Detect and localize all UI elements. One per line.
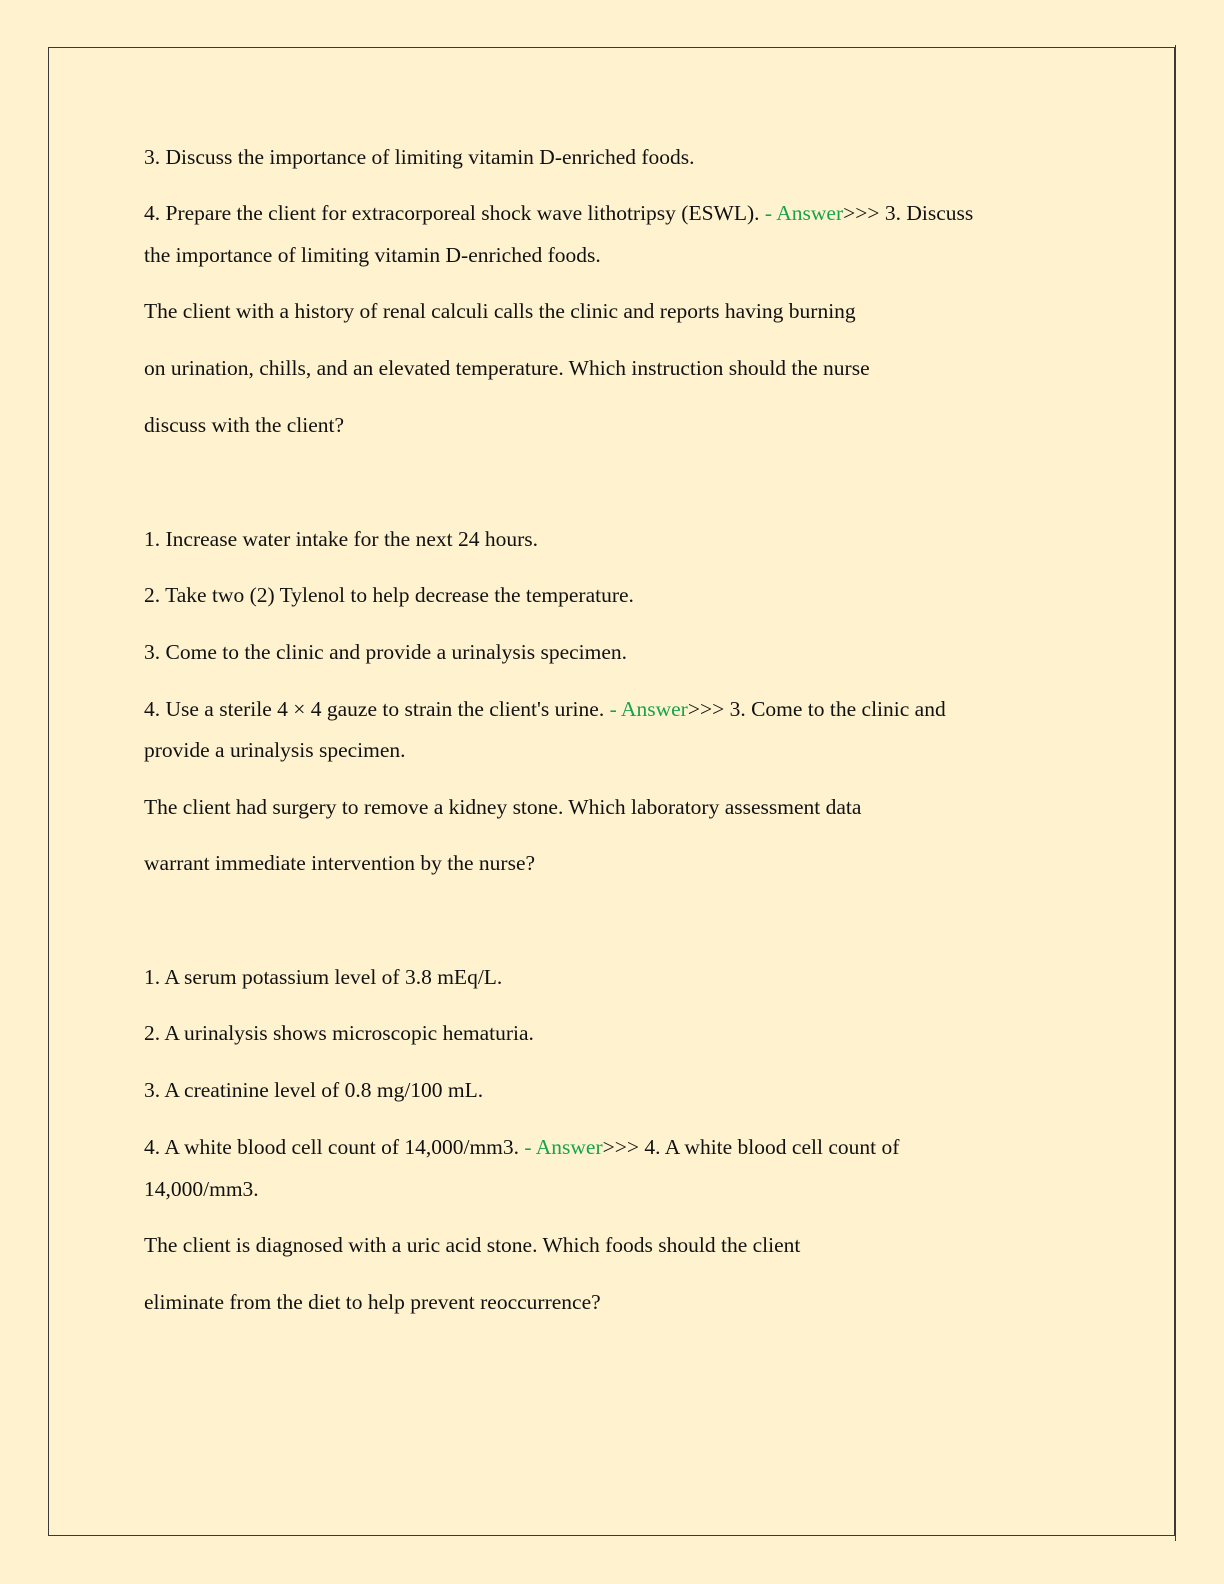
answer-label: - Answer <box>524 1135 603 1159</box>
q3-option-2: 2. A urinalysis shows microscopic hematuria. <box>144 1021 534 1045</box>
q2-answer-continuation: provide a urinalysis specimen. <box>144 738 406 762</box>
q4-stem-line-2: eliminate from the diet to help prevent reoccurrence? <box>144 1290 601 1314</box>
page-border-edge <box>1175 45 1176 1541</box>
answer-label: - Answer <box>609 697 688 721</box>
q2-option-1: 1. Increase water intake for the next 24 hours. <box>144 527 539 551</box>
q2-option-4 <box>144 697 946 721</box>
option-text: 4. Use a sterile 4 × 4 gauze to strain the client's urine. <box>144 697 610 721</box>
option-text: 4. Prepare the client for extracorporeal shock wave lithotripsy (ESWL). <box>144 201 765 225</box>
q3-stem-line-1: The client had surgery to remove a kidney stone. Which laboratory assessment data <box>144 795 862 819</box>
q2-option-2: 2. Take two (2) Tylenol to help decrease the temperature. <box>144 583 634 607</box>
q2-stem-line-1: The client with a history of renal calculi calls the clinic and reports having burning <box>144 299 856 323</box>
q2-option-3: 3. Come to the clinic and provide a urinalysis specimen. <box>144 640 628 664</box>
answer-label: - Answer <box>764 201 844 225</box>
q2-stem-line-3: discuss with the client? <box>144 413 345 437</box>
answer-text: >>> 3. Discuss <box>843 201 974 225</box>
q3-stem-line-2: warrant immediate intervention by the nurse? <box>144 851 536 875</box>
q2-stem-line-2: on urination, chills, and an elevated temperature. Which instruction should the nurse <box>144 356 870 380</box>
answer-text: >>> 4. A white blood cell count of <box>602 1135 900 1159</box>
q3-answer-continuation: 14,000/mm3. <box>144 1177 259 1201</box>
q1-option-3: 3. Discuss the importance of limiting vitamin D-enriched foods. <box>144 145 695 169</box>
q4-stem-line-1: The client is diagnosed with a uric acid stone. Which foods should the client <box>144 1233 801 1257</box>
q3-option-3: 3. A creatinine level of 0.8 mg/100 mL. <box>144 1078 484 1102</box>
q3-option-1: 1. A serum potassium level of 3.8 mEq/L. <box>144 965 503 989</box>
answer-text: >>> 3. Come to the clinic and <box>687 697 946 721</box>
q3-option-4 <box>144 1135 899 1159</box>
q1-answer-continuation: the importance of limiting vitamin D-enriched foods. <box>144 243 601 267</box>
q1-option-4 <box>144 201 973 225</box>
option-text: 4. A white blood cell count of 14,000/mm3. <box>144 1135 525 1159</box>
